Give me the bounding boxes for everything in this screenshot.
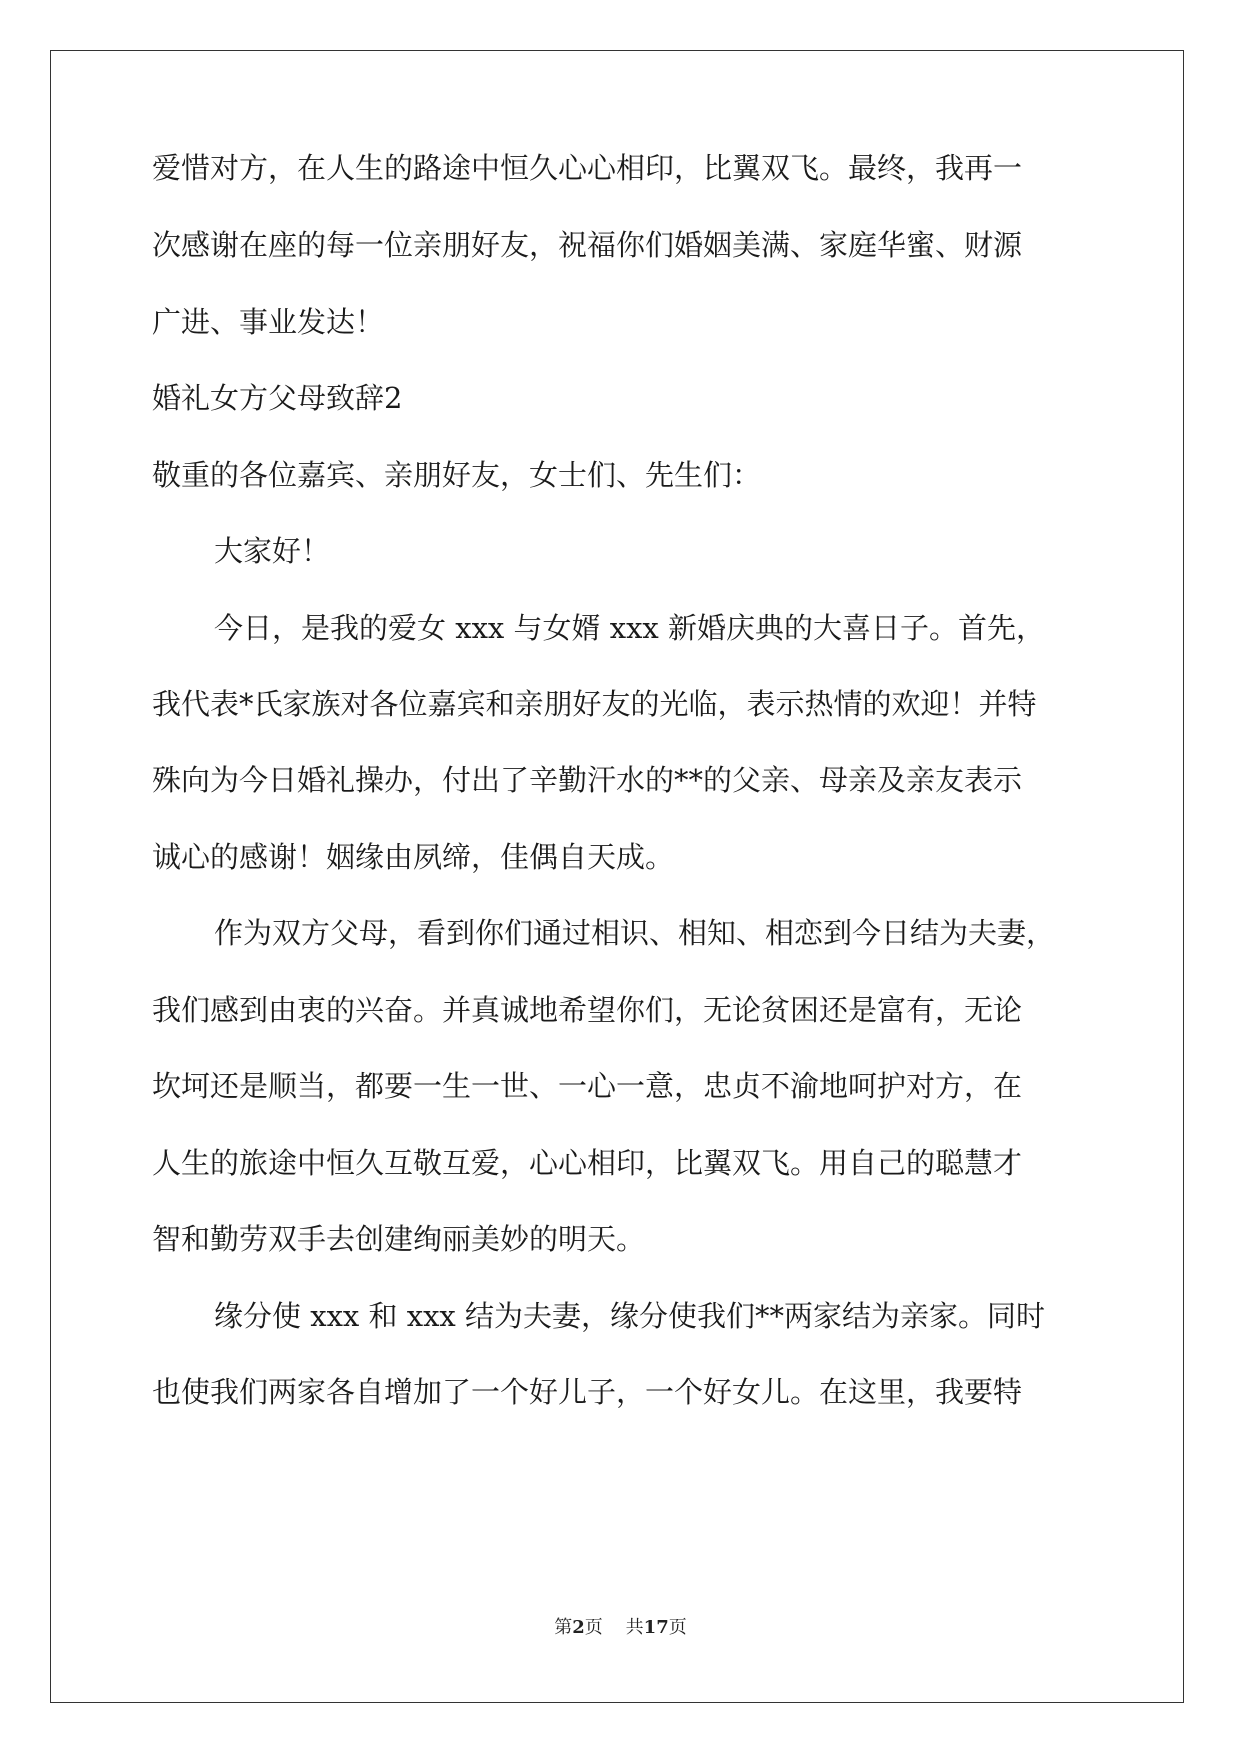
text-line: 广进、事业发达！ — [152, 305, 385, 339]
section-heading: 婚礼女方父母致辞2 — [152, 381, 403, 415]
page-footer — [0, 1616, 1241, 1640]
text-line: 缘分使 xxx 和 xxx 结为夫妻，缘分使我们**两家结为亲家。同时 — [214, 1299, 1046, 1333]
text-line: 殊向为今日婚礼操办，付出了辛勤汗水的**的父亲、母亲及亲友表示 — [152, 763, 1023, 797]
text-line: 爱惜对方，在人生的路途中恒久心心相印，比翼双飞。最终，我再一 — [152, 151, 1023, 185]
page-number: 2 — [572, 1617, 585, 1638]
text-line: 今日，是我的爱女 xxx 与女婿 xxx 新婚庆典的大喜日子。首先， — [214, 611, 1046, 645]
page-prefix: 第 — [554, 1617, 573, 1638]
page-suffix: 页 — [584, 1617, 603, 1638]
total-pages: 17 — [643, 1617, 669, 1638]
salutation: 敬重的各位嘉宾、亲朋好友，女士们、先生们： — [152, 458, 762, 492]
text-line: 人生的旅途中恒久互敬互爱，心心相印，比翼双飞。用自己的聪慧才 — [152, 1146, 1023, 1180]
text-line: 也使我们两家各自增加了一个好儿子，一个好女儿。在这里，我要特 — [152, 1375, 1023, 1409]
text-line: 我代表*氏家族对各位嘉宾和亲朋好友的光临，表示热情的欢迎！并特 — [152, 687, 1037, 721]
total-suffix: 页 — [668, 1617, 687, 1638]
text-line: 坎坷还是顺当，都要一生一世、一心一意，忠贞不渝地呵护对方，在 — [152, 1069, 1023, 1103]
total-prefix: 共 — [625, 1617, 644, 1638]
text-line: 我们感到由衷的兴奋。并真诚地希望你们，无论贫困还是富有，无论 — [152, 993, 1023, 1027]
greeting: 大家好！ — [214, 534, 331, 568]
text-line: 智和勤劳双手去创建绚丽美妙的明天。 — [152, 1222, 646, 1256]
text-line: 次感谢在座的每一位亲朋好友，祝福你们婚姻美满、家庭华蜜、财源 — [152, 228, 1023, 262]
text-line: 作为双方父母，看到你们通过相识、相知、相恋到今日结为夫妻， — [214, 916, 1056, 950]
text-line: 诚心的感谢！姻缘由夙缔，佳偶自天成。 — [152, 840, 675, 874]
